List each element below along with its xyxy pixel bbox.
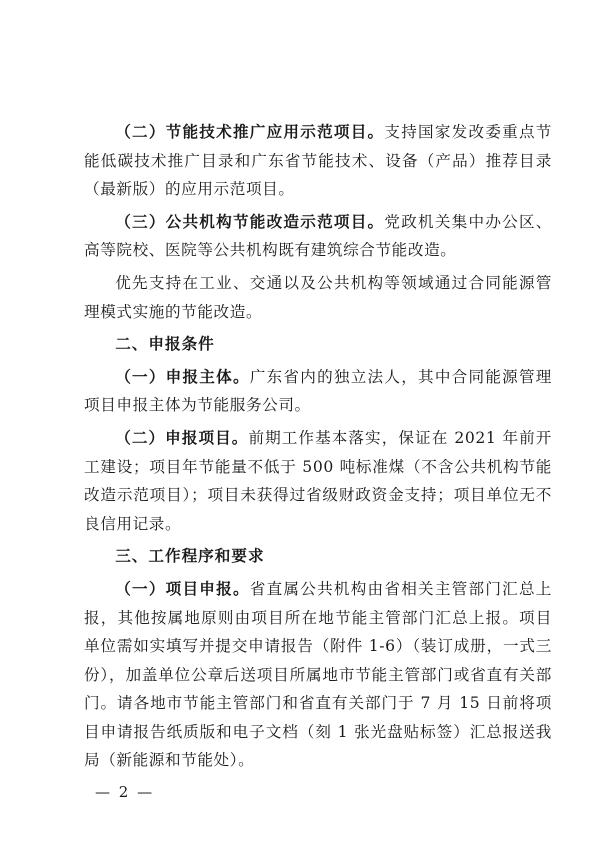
document-body xyxy=(84,118,552,779)
paragraph-project xyxy=(84,424,552,538)
paragraph-priority xyxy=(84,269,552,326)
paragraph-public-institutions xyxy=(84,208,552,265)
paragraph-lead: （一）申报主体。 xyxy=(115,366,250,386)
paragraph-text: 省直属公共机构由省相关主管部门汇总上报，其他按属地原则由项目所在地节能主管部门汇总上报。项目单位需如实填写并提交申请报告（附件 1-6）（装订成册，一式三份），加盖单位公章后送项目所属地市节能主管部门或省直有关部门。请各地市节能主管部门和省直有关部门于 7 月 15 日前将项目申请报告纸质版和电子文档（刻 1 张光盘贴标签）汇总报送我局（新能源和节能处）。 xyxy=(84,579,552,770)
paragraph-lead: （二）申报项目。 xyxy=(115,427,249,447)
paragraph-applicant xyxy=(84,363,552,420)
paragraph-application xyxy=(84,575,552,775)
paragraph-text: 党政机关集中办公区、高等院校、医院等公共机构既有建筑综合节能改造。 xyxy=(84,212,552,260)
paragraph-text: 优先支持在工业、交通以及公共机构等领域通过合同能源管理模式实施的节能改造。 xyxy=(84,273,552,321)
paragraph-text: 支持国家发改委重点节能低碳技术推广目录和广东省节能技术、设备（产品）推荐目录（最新版）的应用示范项目。 xyxy=(84,123,552,199)
paragraph-lead: （一）项目申报。 xyxy=(115,578,250,598)
paragraph-demo-tech xyxy=(84,118,552,204)
paragraph-text: 广东省内的独立法人，其中合同能源管理项目申报主体为节能服务公司。 xyxy=(84,367,552,415)
section-heading-2: 二、申报条件 xyxy=(115,335,215,354)
section-heading-3: 三、工作程序和要求 xyxy=(115,547,265,566)
paragraph-lead: （二）节能技术推广应用示范项目。 xyxy=(115,122,385,141)
paragraph-lead: （三）公共机构节能改造示范项目。 xyxy=(115,211,385,231)
page-number: — 2 — xyxy=(95,783,155,801)
paragraph-text: 前期工作基本落实，保证在 2021 年前开工建设；项目年节能量不低于 500 吨标准煤（不含公共机构节能改造示范项目）；项目未获得过省级财政资金支持；项目单位无不良信用记录。 xyxy=(84,428,552,533)
